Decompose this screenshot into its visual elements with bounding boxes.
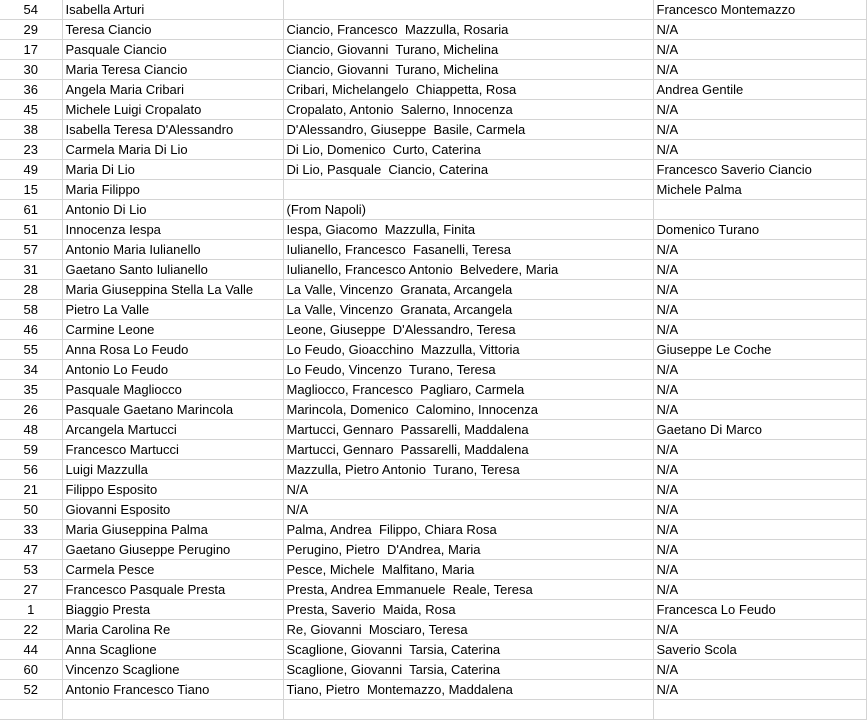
name-cell[interactable]: Giovanni Esposito	[62, 500, 283, 520]
spouse-cell[interactable]: N/A	[653, 320, 866, 340]
parents-cell[interactable]: (From Napoli)	[283, 200, 653, 220]
parents-cell[interactable]: Mazzulla, Pietro Antonio Turano, Teresa	[283, 460, 653, 480]
spouse-cell[interactable]: N/A	[653, 440, 866, 460]
parents-cell[interactable]: Cropalato, Antonio Salerno, Innocenza	[283, 100, 653, 120]
table-row	[0, 600, 866, 620]
spouse-cell[interactable]: N/A	[653, 620, 866, 640]
name-cell[interactable]: Biaggio Presta	[62, 600, 283, 620]
parents-cell[interactable]: Cribari, Michelangelo Chiappetta, Rosa	[283, 80, 653, 100]
table-row	[0, 460, 866, 480]
id-cell[interactable]: 46	[0, 320, 62, 340]
id-cell[interactable]: 45	[0, 100, 62, 120]
id-cell[interactable]: 48	[0, 420, 62, 440]
id-cell[interactable]: 34	[0, 360, 62, 380]
parents-cell[interactable]: Iulianello, Francesco Antonio Belvedere, Maria	[283, 260, 653, 280]
table-row	[0, 120, 866, 140]
spouse-cell[interactable]: N/A	[653, 400, 866, 420]
id-cell[interactable]: 31	[0, 260, 62, 280]
table-row	[0, 560, 866, 580]
id-cell[interactable]: 21	[0, 480, 62, 500]
table-row	[0, 200, 866, 220]
name-cell[interactable]: Angela Maria Cribari	[62, 80, 283, 100]
name-cell[interactable]: Carmela Maria Di Lio	[62, 140, 283, 160]
id-cell[interactable]: 61	[0, 200, 62, 220]
parents-cell[interactable]: Martucci, Gennaro Passarelli, Maddalena	[283, 440, 653, 460]
parents-cell[interactable]: Martucci, Gennaro Passarelli, Maddalena	[283, 420, 653, 440]
spouse-cell[interactable]: Francesco Saverio Ciancio	[653, 160, 866, 180]
parents-cell[interactable]: Presta, Andrea Emmanuele Reale, Teresa	[283, 580, 653, 600]
table-row	[0, 300, 866, 320]
id-cell[interactable]: 47	[0, 540, 62, 560]
spouse-cell[interactable]	[653, 200, 866, 220]
parents-cell[interactable]: Scaglione, Giovanni Tarsia, Caterina	[283, 660, 653, 680]
table-row	[0, 500, 866, 520]
name-cell[interactable]	[62, 700, 283, 720]
id-cell[interactable]: 15	[0, 180, 62, 200]
name-cell[interactable]: Pasquale Magliocco	[62, 380, 283, 400]
table-row	[0, 440, 866, 460]
name-cell[interactable]: Antonio Lo Feudo	[62, 360, 283, 380]
id-cell[interactable]: 30	[0, 60, 62, 80]
name-cell[interactable]: Francesco Martucci	[62, 440, 283, 460]
name-cell[interactable]: Pietro La Valle	[62, 300, 283, 320]
parents-cell[interactable]: Ciancio, Giovanni Turano, Michelina	[283, 40, 653, 60]
name-cell[interactable]: Antonio Di Lio	[62, 200, 283, 220]
table-row	[0, 160, 866, 180]
spouse-cell[interactable]: N/A	[653, 680, 866, 700]
table-row	[0, 280, 866, 300]
spouse-cell[interactable]: Francesca Lo Feudo	[653, 600, 866, 620]
name-cell[interactable]: Maria Giuseppina Palma	[62, 520, 283, 540]
spouse-cell[interactable]: Giuseppe Le Coche	[653, 340, 866, 360]
spouse-cell[interactable]: N/A	[653, 540, 866, 560]
name-cell[interactable]: Antonio Francesco Tiano	[62, 680, 283, 700]
spouse-cell[interactable]: N/A	[653, 280, 866, 300]
name-cell[interactable]: Arcangela Martucci	[62, 420, 283, 440]
parents-cell[interactable]	[283, 0, 653, 20]
parents-cell[interactable]	[283, 700, 653, 720]
spouse-cell[interactable]: Gaetano Di Marco	[653, 420, 866, 440]
parents-cell[interactable]: N/A	[283, 500, 653, 520]
name-cell[interactable]: Vincenzo Scaglione	[62, 660, 283, 680]
parents-cell[interactable]: Ciancio, Giovanni Turano, Michelina	[283, 60, 653, 80]
parents-cell[interactable]: La Valle, Vincenzo Granata, Arcangela	[283, 300, 653, 320]
table-row	[0, 220, 866, 240]
name-cell[interactable]: Maria Di Lio	[62, 160, 283, 180]
id-cell[interactable]: 50	[0, 500, 62, 520]
parents-cell[interactable]: Tiano, Pietro Montemazzo, Maddalena	[283, 680, 653, 700]
name-cell[interactable]: Carmine Leone	[62, 320, 283, 340]
table-row	[0, 700, 866, 720]
parents-cell[interactable]: Palma, Andrea Filippo, Chiara Rosa	[283, 520, 653, 540]
spouse-cell[interactable]: N/A	[653, 60, 866, 80]
parents-cell[interactable]	[283, 180, 653, 200]
id-cell[interactable]: 33	[0, 520, 62, 540]
table-row	[0, 40, 866, 60]
parents-cell[interactable]: Scaglione, Giovanni Tarsia, Caterina	[283, 640, 653, 660]
name-cell[interactable]: Filippo Esposito	[62, 480, 283, 500]
name-cell[interactable]: Anna Rosa Lo Feudo	[62, 340, 283, 360]
spouse-cell[interactable]: N/A	[653, 360, 866, 380]
name-cell[interactable]: Isabella Teresa D'Alessandro	[62, 120, 283, 140]
name-cell[interactable]: Gaetano Giuseppe Perugino	[62, 540, 283, 560]
spouse-cell[interactable]: Andrea Gentile	[653, 80, 866, 100]
id-cell[interactable]: 38	[0, 120, 62, 140]
table-row	[0, 260, 866, 280]
table-row	[0, 360, 866, 380]
parents-cell[interactable]: Di Lio, Domenico Curto, Caterina	[283, 140, 653, 160]
id-cell[interactable]: 53	[0, 560, 62, 580]
name-cell[interactable]: Teresa Ciancio	[62, 20, 283, 40]
spouse-cell[interactable]: N/A	[653, 260, 866, 280]
parents-cell[interactable]: Pesce, Michele Malfitano, Maria	[283, 560, 653, 580]
parents-cell[interactable]: Iespa, Giacomo Mazzulla, Finita	[283, 220, 653, 240]
spouse-cell[interactable]: N/A	[653, 300, 866, 320]
parents-cell[interactable]: Marincola, Domenico Calomino, Innocenza	[283, 400, 653, 420]
table-row	[0, 240, 866, 260]
id-cell[interactable]: 55	[0, 340, 62, 360]
name-cell[interactable]: Isabella Arturi	[62, 0, 283, 20]
spouse-cell[interactable]: N/A	[653, 240, 866, 260]
parents-cell[interactable]: Lo Feudo, Gioacchino Mazzulla, Vittoria	[283, 340, 653, 360]
spouse-cell[interactable]: Saverio Scola	[653, 640, 866, 660]
spouse-cell[interactable]	[653, 700, 866, 720]
table-row	[0, 60, 866, 80]
id-cell[interactable]: 36	[0, 80, 62, 100]
id-cell[interactable]: 49	[0, 160, 62, 180]
parents-cell[interactable]: Di Lio, Pasquale Ciancio, Caterina	[283, 160, 653, 180]
name-cell[interactable]: Antonio Maria Iulianello	[62, 240, 283, 260]
spouse-cell[interactable]: N/A	[653, 100, 866, 120]
name-cell[interactable]: Maria Filippo	[62, 180, 283, 200]
spouse-cell[interactable]: N/A	[653, 460, 866, 480]
table-row	[0, 620, 866, 640]
table-row	[0, 680, 866, 700]
name-cell[interactable]: Gaetano Santo Iulianello	[62, 260, 283, 280]
id-cell[interactable]: 23	[0, 140, 62, 160]
spouse-cell[interactable]: N/A	[653, 560, 866, 580]
id-cell[interactable]: 22	[0, 620, 62, 640]
id-cell[interactable]: 59	[0, 440, 62, 460]
spouse-cell[interactable]: N/A	[653, 380, 866, 400]
spouse-cell[interactable]: N/A	[653, 500, 866, 520]
name-cell[interactable]: Pasquale Ciancio	[62, 40, 283, 60]
id-cell[interactable]: 27	[0, 580, 62, 600]
parents-cell[interactable]: Perugino, Pietro D'Andrea, Maria	[283, 540, 653, 560]
id-cell[interactable]: 58	[0, 300, 62, 320]
table-row	[0, 400, 866, 420]
parents-cell[interactable]: La Valle, Vincenzo Granata, Arcangela	[283, 280, 653, 300]
table-row	[0, 100, 866, 120]
spouse-cell[interactable]: N/A	[653, 20, 866, 40]
spouse-cell[interactable]: Domenico Turano	[653, 220, 866, 240]
table-row	[0, 640, 866, 660]
parents-cell[interactable]: D'Alessandro, Giuseppe Basile, Carmela	[283, 120, 653, 140]
parents-cell[interactable]: Re, Giovanni Mosciaro, Teresa	[283, 620, 653, 640]
name-cell[interactable]: Maria Giuseppina Stella La Valle	[62, 280, 283, 300]
spouse-cell[interactable]: N/A	[653, 140, 866, 160]
table-row	[0, 540, 866, 560]
table-row	[0, 20, 866, 40]
spouse-cell[interactable]: Francesco Montemazzo	[653, 0, 866, 20]
table-row	[0, 0, 866, 20]
id-cell[interactable]: 35	[0, 380, 62, 400]
parents-cell[interactable]: Leone, Giuseppe D'Alessandro, Teresa	[283, 320, 653, 340]
spouse-cell[interactable]: Michele Palma	[653, 180, 866, 200]
table-row	[0, 660, 866, 680]
parents-cell[interactable]: Lo Feudo, Vincenzo Turano, Teresa	[283, 360, 653, 380]
spouse-cell[interactable]: N/A	[653, 40, 866, 60]
table-row	[0, 480, 866, 500]
id-cell[interactable]: 17	[0, 40, 62, 60]
parents-cell[interactable]: Iulianello, Francesco Fasanelli, Teresa	[283, 240, 653, 260]
table-row	[0, 140, 866, 160]
id-cell[interactable]: 28	[0, 280, 62, 300]
spouse-cell[interactable]: N/A	[653, 120, 866, 140]
id-cell[interactable]: 54	[0, 0, 62, 20]
name-cell[interactable]: Innocenza Iespa	[62, 220, 283, 240]
table-row	[0, 180, 866, 200]
id-cell[interactable]	[0, 700, 62, 720]
id-cell[interactable]: 56	[0, 460, 62, 480]
name-cell[interactable]: Pasquale Gaetano Marincola	[62, 400, 283, 420]
parents-cell[interactable]: N/A	[283, 480, 653, 500]
name-cell[interactable]: Carmela Pesce	[62, 560, 283, 580]
name-cell[interactable]: Luigi Mazzulla	[62, 460, 283, 480]
name-cell[interactable]: Maria Carolina Re	[62, 620, 283, 640]
id-cell[interactable]: 44	[0, 640, 62, 660]
table-row	[0, 420, 866, 440]
parents-cell[interactable]: Presta, Saverio Maida, Rosa	[283, 600, 653, 620]
table-row	[0, 80, 866, 100]
spouse-cell[interactable]: N/A	[653, 520, 866, 540]
table-row	[0, 520, 866, 540]
id-cell[interactable]: 57	[0, 240, 62, 260]
name-cell[interactable]: Francesco Pasquale Presta	[62, 580, 283, 600]
name-cell[interactable]: Maria Teresa Ciancio	[62, 60, 283, 80]
spouse-cell[interactable]: N/A	[653, 660, 866, 680]
id-cell[interactable]: 26	[0, 400, 62, 420]
id-cell[interactable]: 29	[0, 20, 62, 40]
parents-cell[interactable]: Ciancio, Francesco Mazzulla, Rosaria	[283, 20, 653, 40]
table-row	[0, 320, 866, 340]
id-cell[interactable]: 1	[0, 600, 62, 620]
name-cell[interactable]: Anna Scaglione	[62, 640, 283, 660]
table-row	[0, 380, 866, 400]
spouse-cell[interactable]: N/A	[653, 580, 866, 600]
id-cell[interactable]: 51	[0, 220, 62, 240]
parents-cell[interactable]: Magliocco, Francesco Pagliaro, Carmela	[283, 380, 653, 400]
id-cell[interactable]: 60	[0, 660, 62, 680]
id-cell[interactable]: 52	[0, 680, 62, 700]
table-row	[0, 580, 866, 600]
name-cell[interactable]: Michele Luigi Cropalato	[62, 100, 283, 120]
table-row	[0, 340, 866, 360]
spouse-cell[interactable]: N/A	[653, 480, 866, 500]
